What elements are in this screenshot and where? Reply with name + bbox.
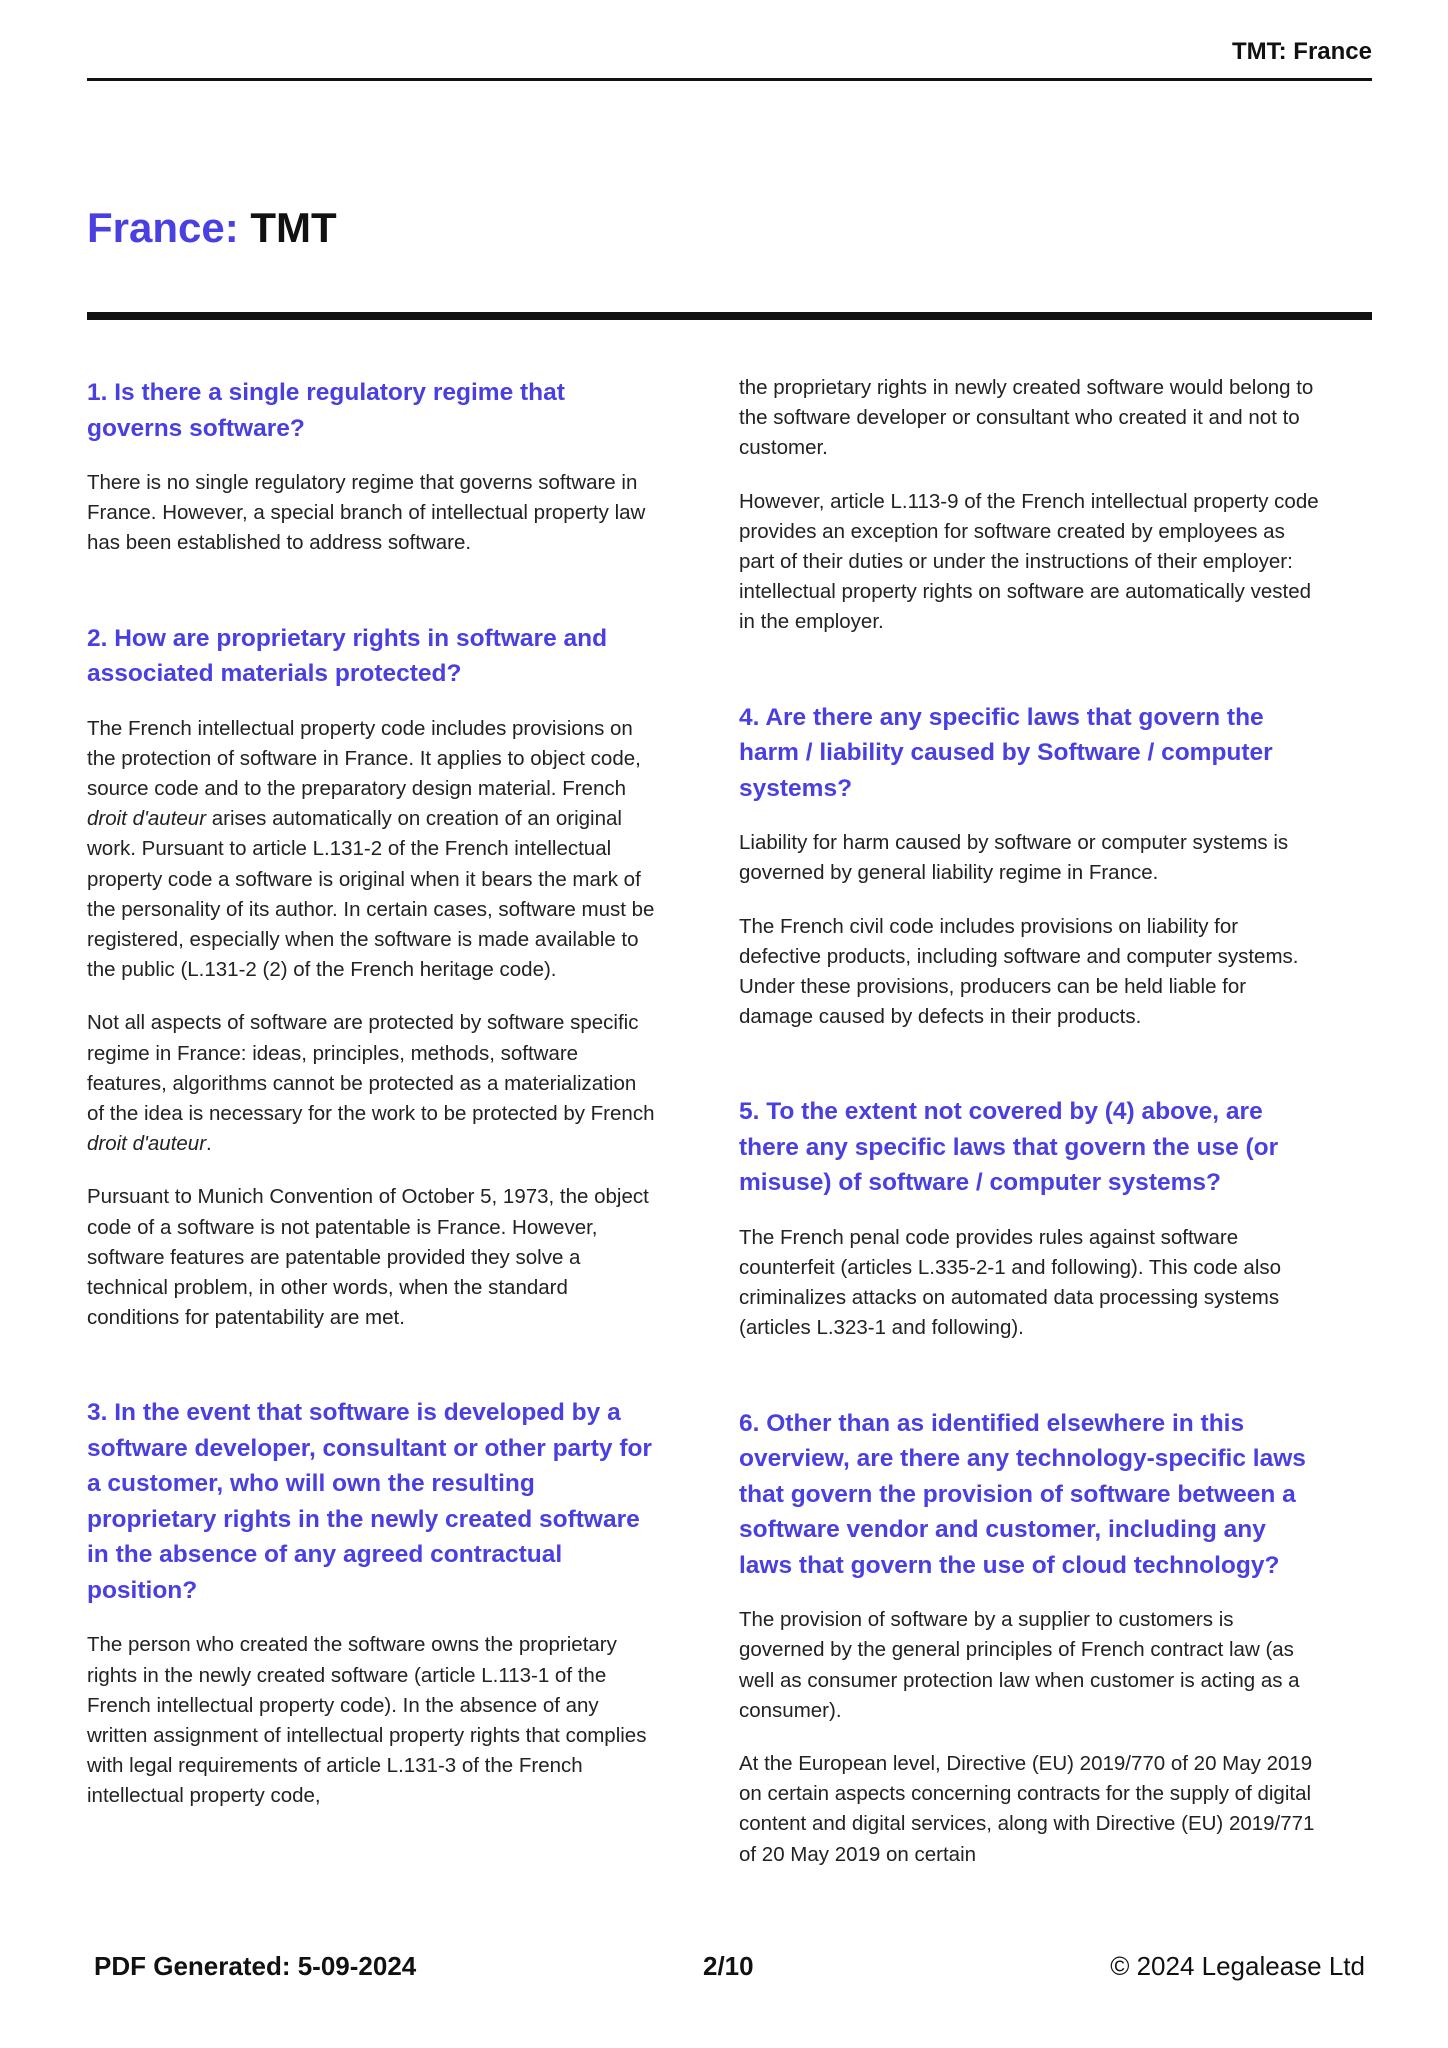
- question-2-answer-paragraph-3: Pursuant to Munich Convention of October 5, 1973, the object code of a software is not patentable is France. However, software features are patentable provided they solve a technical problem, in other words, when the standard conditions for patentability are met.: [87, 1185, 649, 1330]
- page-title-topic: TMT: [250, 204, 337, 251]
- section-spacer: [739, 1367, 1319, 1406]
- question-1-heading: 1. Is there a single regulatory regime that governs software?: [87, 379, 565, 442]
- question-6-answer-paragraph-2: At the European level, Directive (EU) 2019/770 of 20 May 2019 on certain aspects concerning contracts for the supply of digital content and digital services, along with Directive (EU) 2019/771 of 20 May 2019 on certain: [739, 1751, 1315, 1866]
- question-5-answer-paragraph-1: The French penal code provides rules against software counterfeit (articles L.335-2-1 and following). This code also criminalizes attacks on automated data processing systems (articles L.323-1 and following).: [739, 1225, 1282, 1340]
- title-divider: [87, 312, 1372, 320]
- running-header-title: TMT: France: [1231, 38, 1372, 65]
- section-spacer: [87, 582, 655, 621]
- left-column: [87, 375, 655, 1835]
- paragraph-text: The French intellectual property code includes provisions on the protection of software in France. It applies to object code, source code and to the preparatory design material. French: [87, 716, 641, 801]
- section-spacer: [739, 1055, 1319, 1094]
- question-4-heading: 4. Are there any specific laws that govern the harm / liability caused by Software / computer systems?: [739, 703, 1273, 802]
- question-3-answer-paragraph-2: the proprietary rights in newly created software would belong to the software developer or consultant who created it and not to customer.: [739, 376, 1314, 460]
- section-spacer: [739, 661, 1319, 700]
- paragraph-text: .: [206, 1132, 212, 1156]
- question-5-heading: 5. To the extent not covered by (4) above, are there any specific laws that govern the use (or misuse) of software / computer systems?: [739, 1098, 1279, 1197]
- right-column: [739, 375, 1319, 1893]
- section-spacer: [87, 1356, 655, 1395]
- question-3-answer-paragraph-1: The person who created the software owns the proprietary rights in the newly created software (article L.113-1 of the French intellectual property code). In the absence of any written assignment of intellectual property rights that complies with legal requirements of article L.131-3 of the French intellectual property code,: [87, 1633, 647, 1808]
- page-title: [87, 204, 337, 251]
- emphasis-term: droit d'auteur: [87, 807, 207, 831]
- emphasis-term: droit d'auteur: [87, 1132, 207, 1156]
- footer-page-number: 2/10: [703, 1951, 754, 1981]
- question-3-answer-paragraph-3: However, article L.113-9 of the French intellectual property code provides an exception for software created by employees as part of their duties or under the instructions of their employer: intellectual property rights on software are automatically vested in the employer.: [739, 489, 1319, 634]
- footer-generated-date: PDF Generated: 5-09-2024: [94, 1951, 417, 1981]
- question-2-answer-paragraph-1: [87, 714, 655, 986]
- footer-copyright: © 2024 Legalease Ltd: [1110, 1951, 1365, 1981]
- question-1-answer: There is no single regulatory regime that governs software in France. However, a special branch of intellectual property law has been established to address software.: [87, 471, 646, 555]
- question-2-answer-paragraph-2: [87, 1008, 655, 1159]
- paragraph-text: arises automatically on creation of an original work. Pursuant to article L.131-2 of the French intellectual property code a software is original when it bears the mark of the personality of its author. In certain cases, software must be registered, especially when the software is made available to the public (L.131-2 (2) of the French heritage code).: [87, 807, 655, 982]
- question-4-answer-paragraph-1: Liability for harm caused by software or computer systems is governed by general liability regime in France.: [739, 831, 1289, 885]
- question-4-answer-paragraph-2: The French civil code includes provisions on liability for defective products, including software and computer systems. Under these provisions, producers can be held liable for damage caused by defects in their products.: [739, 914, 1299, 1029]
- paragraph-text: Not all aspects of software are protected by software specific regime in France: ideas, principles, methods, software features, algorithms cannot be protected as a materialization of the idea is necessary for the work to be protected by French: [87, 1011, 655, 1126]
- page-title-country: France:: [87, 204, 239, 251]
- question-6-heading: 6. Other than as identified elsewhere in this overview, are there any technology-specific laws that govern the provision of software between a software vendor and customer, including any laws that govern the use of cloud technology?: [739, 1409, 1306, 1579]
- header-divider: [87, 78, 1372, 81]
- question-6-answer-paragraph-1: The provision of software by a supplier to customers is governed by the general principles of French contract law (as well as consumer protection law when customer is acting as a consumer).: [739, 1608, 1300, 1722]
- question-3-heading: 3. In the event that software is developed by a software developer, consultant or other party for a customer, who will own the resulting proprietary rights in the newly created software in the absence of any agreed contractual position?: [87, 1399, 652, 1604]
- question-2-heading: 2. How are proprietary rights in software and associated materials protected?: [87, 624, 608, 688]
